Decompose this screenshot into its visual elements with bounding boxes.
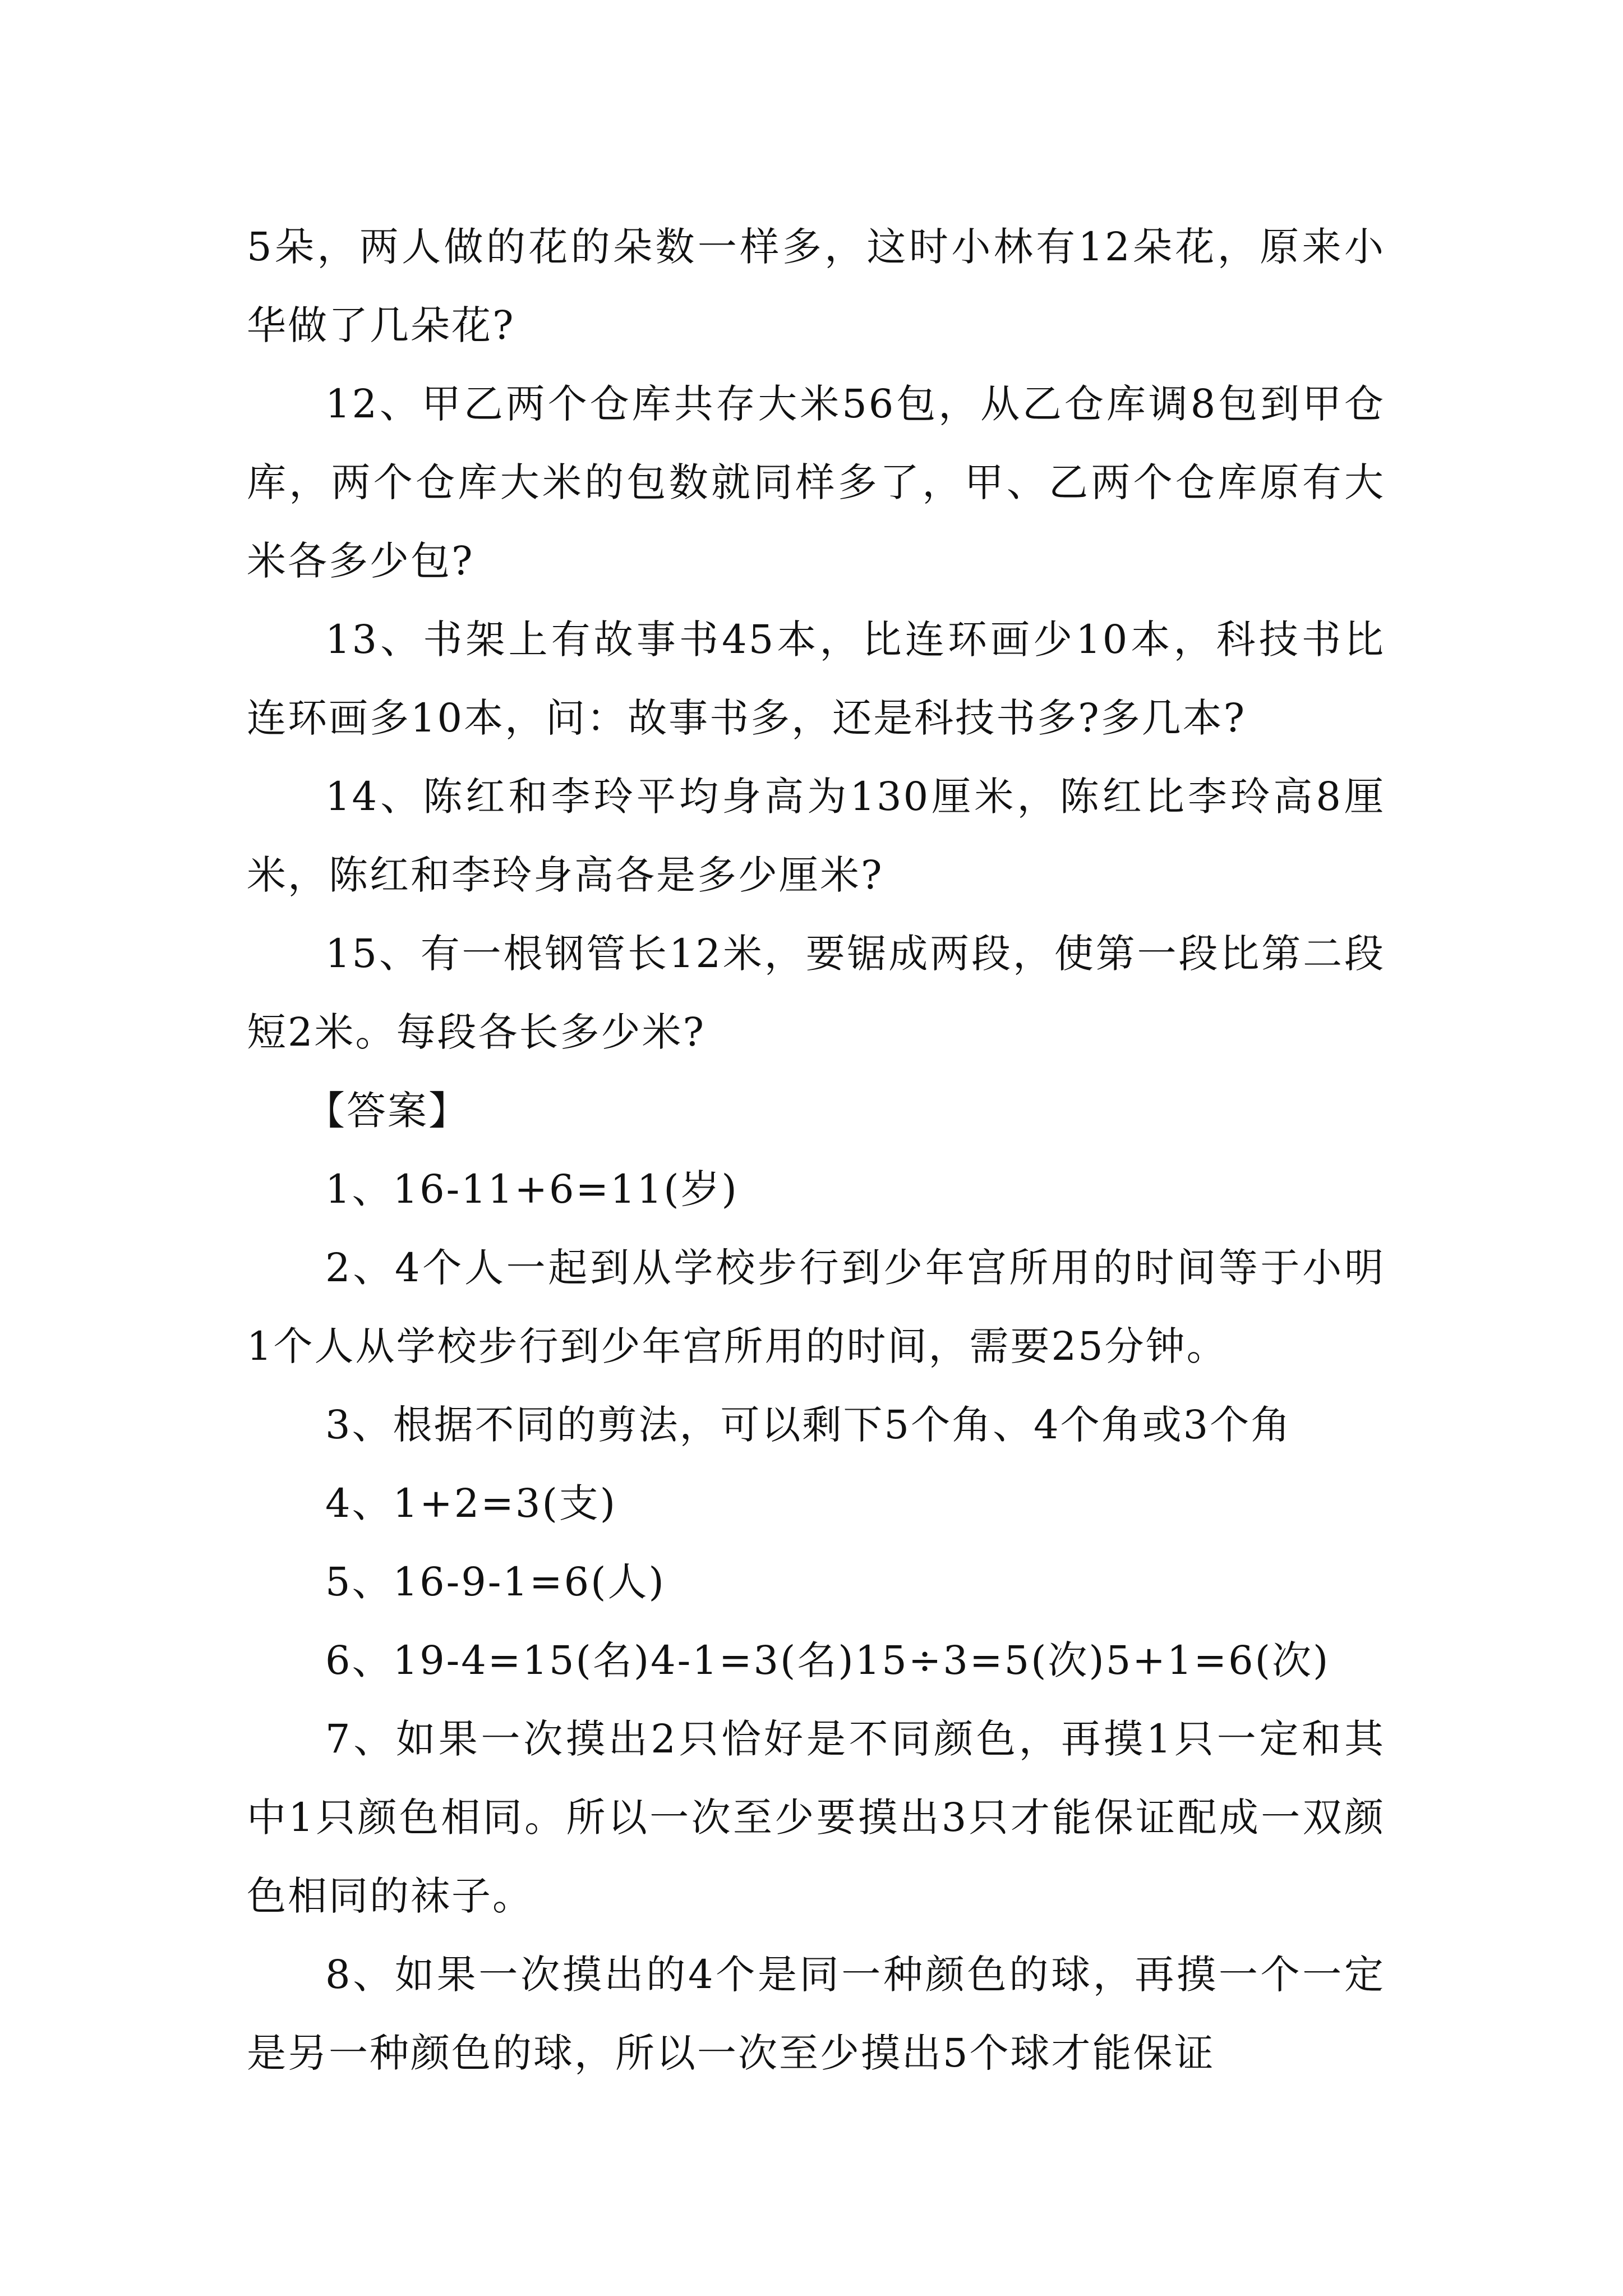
question-12: 12、甲乙两个仓库共存大米56包，从乙仓库调8包到甲仓库，两个仓库大米的包数就同样多了，甲、乙两个仓库原有大米各多少包?: [247, 381, 1385, 584]
answer-7: 7、如果一次摸出2只恰好是不同颜色，再摸1只一定和其中1只颜色相同。所以一次至少要摸出3只才能保证配成一双颜色相同的袜子。: [247, 1716, 1385, 1919]
question-11-continuation: 5朵，两人做的花的朵数一样多，这时小林有12朵花，原来小华做了几朵花?: [247, 224, 1385, 348]
answers-heading: 【答案】: [306, 1088, 469, 1134]
question-13: 13、书架上有故事书45本，比连环画少10本，科技书比连环画多10本，问：故事书多，还是科技书多?多几本?: [247, 616, 1385, 741]
answer-6: 6、19-4=15(名)4-1=3(名)15÷3=5(次)5+1=6(次): [325, 1637, 1330, 1683]
document-body: [247, 208, 1385, 2092]
answer-3: 3、根据不同的剪法，可以剩下5个角、4个角或3个角: [325, 1402, 1292, 1448]
question-14: 14、陈红和李玲平均身高为130厘米，陈红比李玲高8厘米，陈红和李玲身高各是多少厘米?: [247, 774, 1385, 898]
answer-1: 1、16-11+6=11(岁): [325, 1166, 739, 1212]
answer-4: 4、1+2=3(支): [325, 1480, 617, 1526]
question-15: 15、有一根钢管长12米，要锯成两段，使第一段比第二段短2米。每段各长多少米?: [247, 931, 1385, 1055]
answer-5: 5、16-9-1=6(人): [325, 1559, 666, 1605]
answer-8: 8、如果一次摸出的4个是同一种颜色的球，再摸一个一定是另一种颜色的球，所以一次至少摸出5个球才能保证: [247, 1952, 1385, 2076]
answer-2: 2、4个人一起到从学校步行到少年宫所用的时间等于小明1个人从学校步行到少年宫所用的时间，需要25分钟。: [247, 1245, 1385, 1369]
